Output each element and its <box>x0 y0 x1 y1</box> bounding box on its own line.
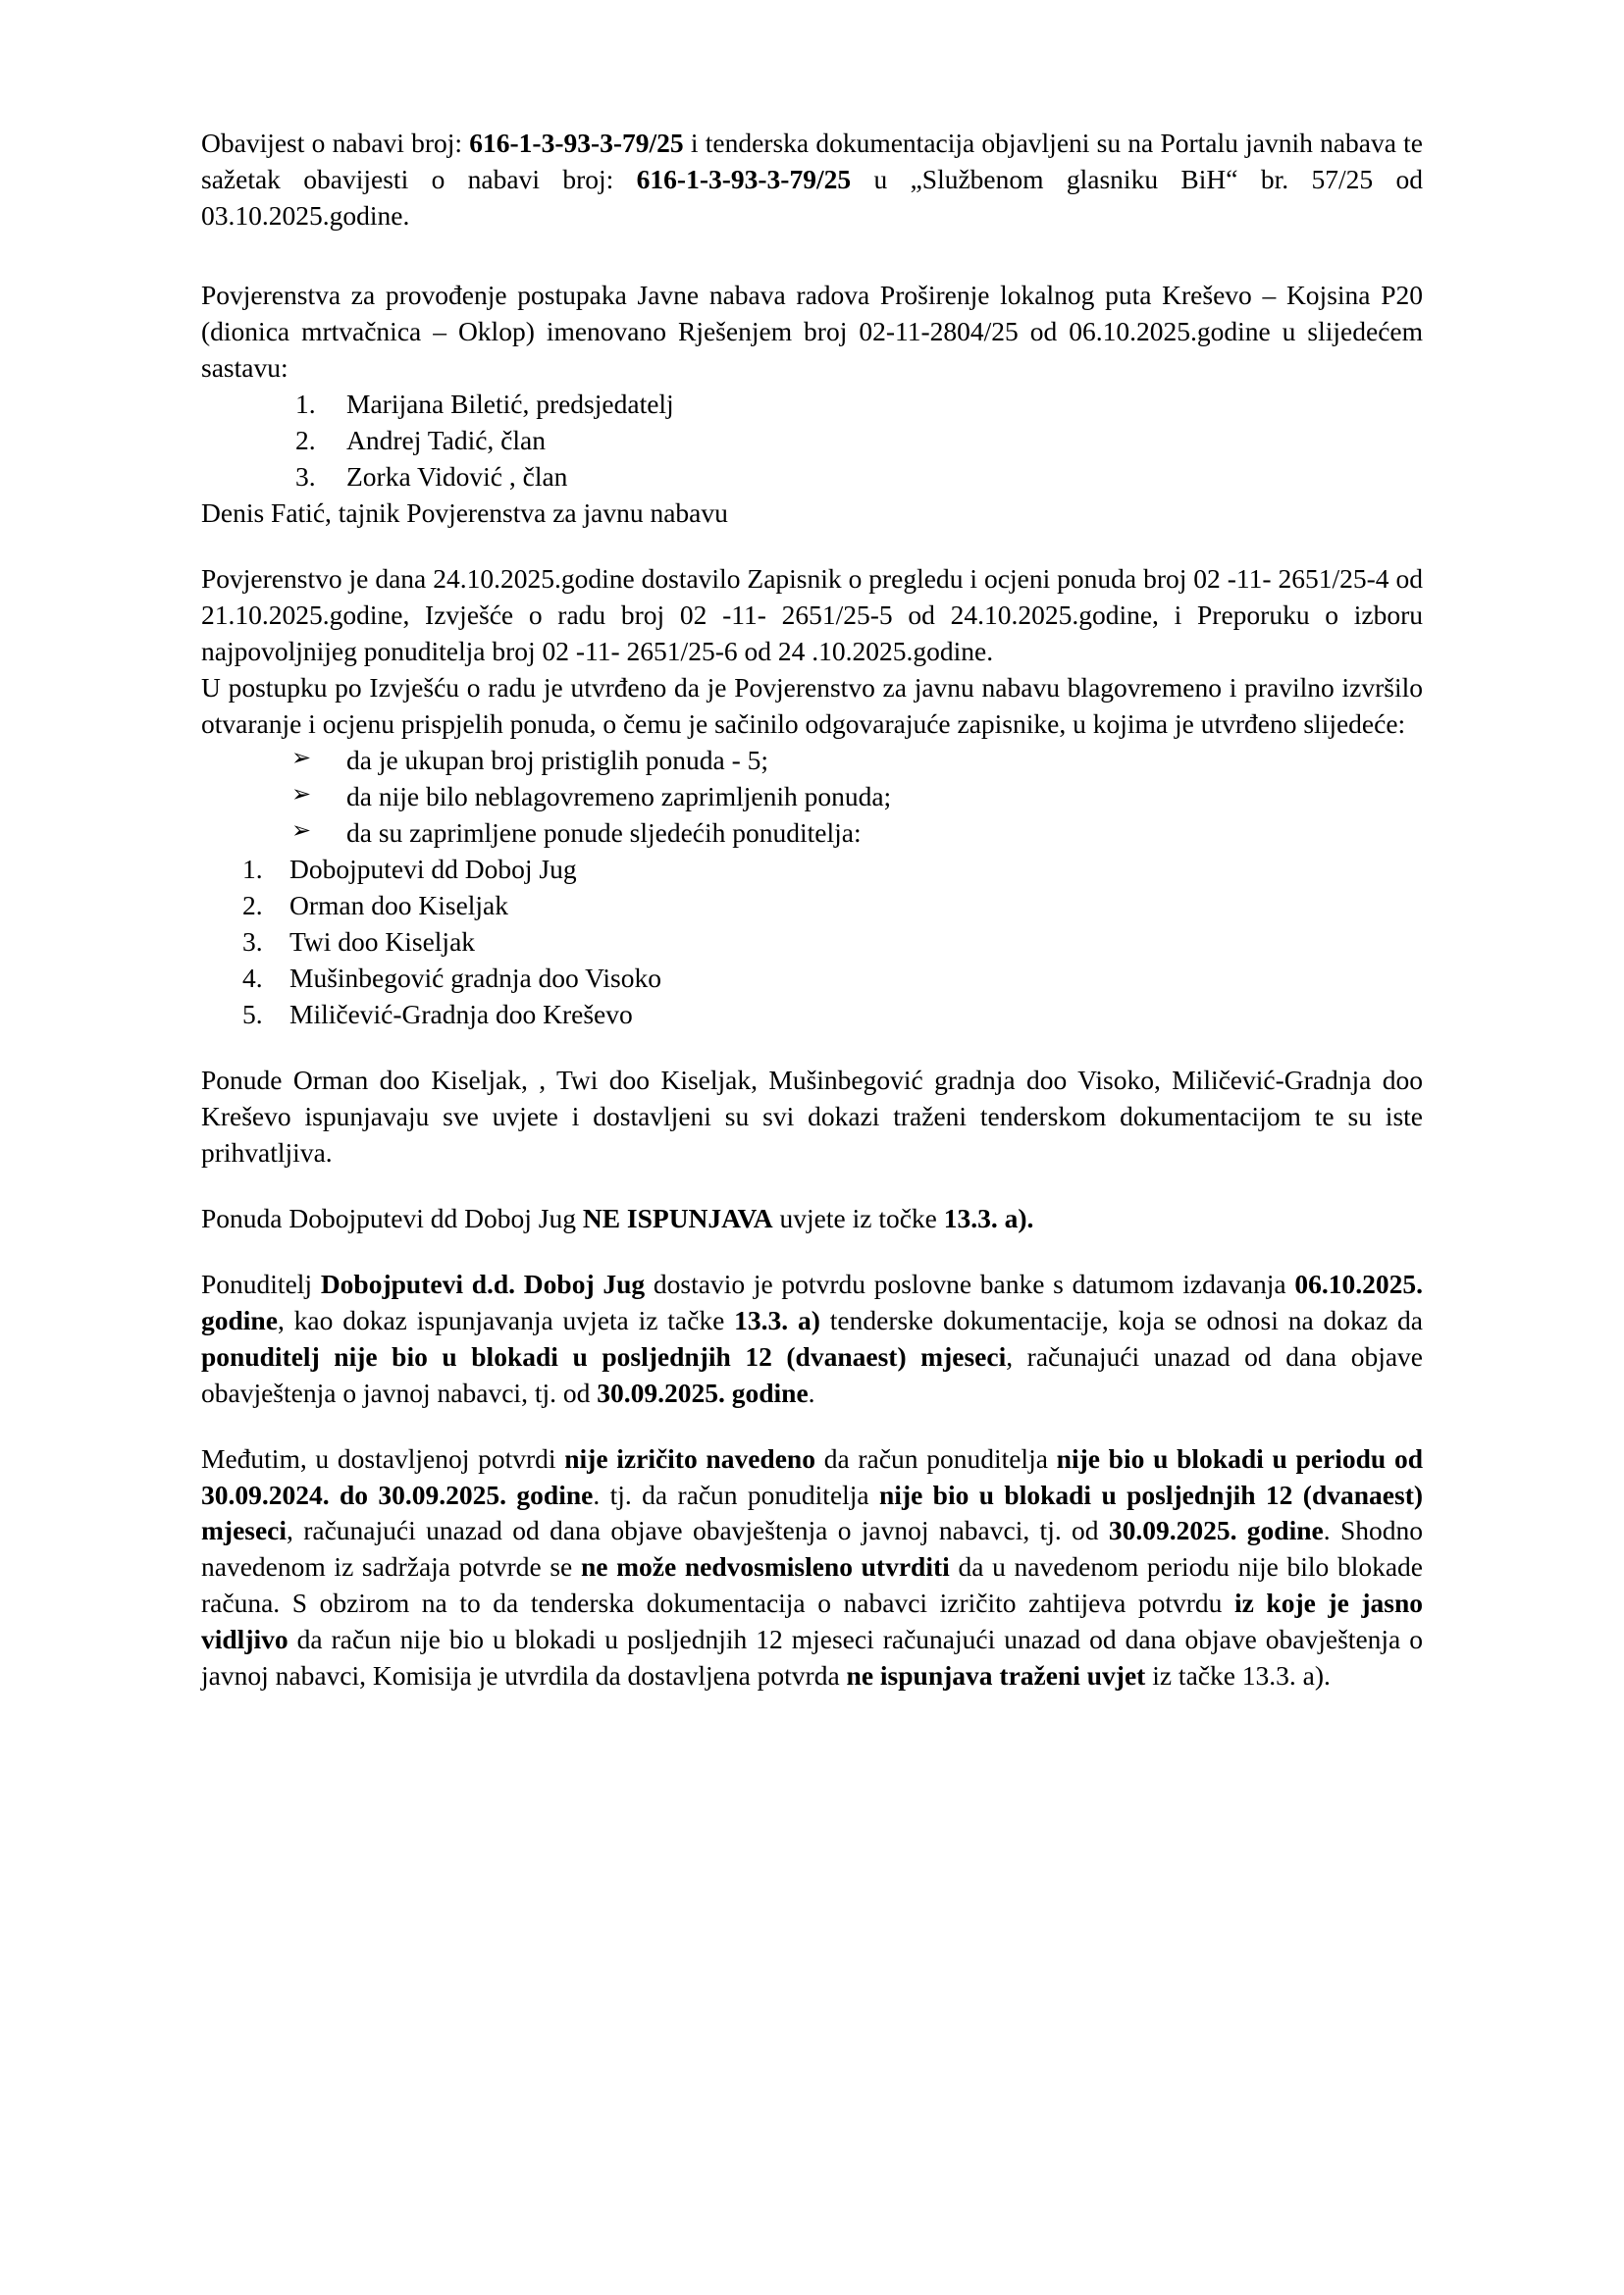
notice-text-2: i tenderska dokumentacija objavljeni su na Portalu javnih nabava te sažetak obavijesti o nabavi broj: <box>201 128 1423 194</box>
list-item <box>291 779 1423 815</box>
conclusion-bold-3: nije bio u blokadi u posljednjih 12 (dvanaest) mjeseci <box>201 1479 1424 1546</box>
paragraph-reports-delivered: Povjerenstvo je dana 24.10.2025.godine dostavilo Zapisnik o pregledu i ocjeni ponuda broj 02 -11- 2651/25-4 od 21.10.2025.godine, Izvješće o radu broj 02 -11- 2651/25-5 od 24.10.2025.godine, i Preporuku o izboru najpovoljnijeg ponuditelja broj 02 -11- 2651/25-6 od 24 .10.2025.godine. <box>201 562 1423 666</box>
bank-text-4: tenderske dokumentacije, koja se odnosi na dokaz da <box>819 1304 1423 1335</box>
bidder-name-bold: Dobojputevi d.d. Doboj Jug <box>320 1268 646 1299</box>
conclusion-text-6: da u navedenom periodu nije bilo blokade računa. S obzirom na to da tenderska dokumentacija o nabavci izričito zahtijeva potvrdu <box>201 1551 1424 1619</box>
conclusion-text-4: , računajući unazad od dana objave obavještenja o javnoj nabavci, tj. od <box>287 1515 1109 1546</box>
findings-list <box>201 743 1423 852</box>
arrow-bullet-icon: ➢ <box>291 743 312 771</box>
list-item <box>242 924 1423 961</box>
paragraph-commission-secretary: Denis Fatić, tajnik Povjerenstva za javnu nabavu <box>201 496 728 528</box>
rejection-text-1: Ponuda Dobojputevi dd Doboj Jug <box>201 1202 583 1233</box>
spacer <box>201 1033 1423 1063</box>
clause-reference-bold: 13.3. a) <box>734 1304 820 1335</box>
arrow-bullet-icon: ➢ <box>291 779 312 808</box>
conclusion-bold-6: iz koje je jasno vidljivo <box>201 1588 1424 1655</box>
rejection-emphasis: NE ISPUNJAVA <box>582 1202 773 1233</box>
bank-text-3: , kao dokaz ispunjavanja uvjeta iz tačke <box>277 1304 735 1335</box>
conclusion-bold-1: nije izričito navedeno <box>564 1442 815 1474</box>
paragraph-notice-reference <box>201 126 1423 235</box>
list-item <box>242 852 1423 888</box>
bank-text-6: . <box>808 1377 815 1408</box>
list-text: Mušinbegović gradnja doo Visoko <box>289 962 661 993</box>
rejection-clause-reference: 13.3. a). <box>943 1202 1034 1233</box>
paragraph-findings-intro: U postupku po Izvješću o radu je utvrđeno da je Povjerenstvo za javnu nabavu blagovremeno i pravilno izvršilo otvaranje i ocjenu prispjelih ponuda, o čemu je sačinilo odgovarajuće zapisnike, u kojima je utvrđeno slijedeće: <box>201 671 1423 739</box>
conclusion-text-3: . tj. da račun ponuditelja <box>593 1479 880 1510</box>
reference-date-bold: 30.09.2025. godine <box>597 1377 809 1408</box>
list-text: da je ukupan broj pristiglih ponuda - 5; <box>346 744 768 775</box>
list-text: Twi doo Kiseljak <box>289 925 476 957</box>
list-marker: 4. <box>242 962 263 993</box>
condition-bold: ponuditelj nije bio u blokadi u posljednjih 12 (dvanaest) mjeseci <box>201 1340 1007 1372</box>
conclusion-bold-7: ne ispunjava traženi uvjet <box>846 1660 1146 1692</box>
conclusion-text-2: da račun ponuditelja <box>814 1442 1057 1474</box>
list-marker: 2. <box>295 424 316 455</box>
list-item <box>295 459 1423 496</box>
list-item <box>295 423 1423 459</box>
list-text: Andrej Tadić, član <box>346 424 546 455</box>
list-text: Zorka Vidović , član <box>346 460 568 492</box>
conclusion-text-5: . Shodno navedenom iz sadržaja potvrde se <box>201 1515 1423 1583</box>
list-marker: 5. <box>242 998 263 1029</box>
commission-members-list <box>201 387 1423 496</box>
arrow-bullet-icon: ➢ <box>291 815 312 844</box>
conclusion-bold-2: nije bio u blokadi u periodu od 30.09.2024. do 30.09.2025. godine <box>201 1442 1423 1510</box>
issue-date-bold: 06.10.2025. godine <box>201 1268 1423 1335</box>
conclusion-bold-5: ne može nedvosmisleno utvrditi <box>580 1551 950 1583</box>
spacer <box>201 235 1423 278</box>
bank-text-5: , računajući unazad od dana objave obavještenja o javnoj nabavci, tj. od <box>201 1340 1424 1408</box>
paragraph-acceptable-bids: Ponude Orman doo Kiseljak, , Twi doo Kiseljak, Mušinbegović gradnja doo Visoko, Miličević-Gradnja doo Kreševo ispunjavaju sve uvjete i dostavljeni su svi dokazi traženi tenderskom dokumentacijom te su iste prihvatljiva. <box>201 1064 1423 1168</box>
paragraph-conclusion <box>201 1441 1423 1695</box>
list-text: Miličević-Gradnja doo Kreševo <box>289 998 633 1029</box>
conclusion-text-8: iz tačke 13.3. a). <box>1145 1660 1331 1692</box>
document-body <box>201 126 1423 1695</box>
list-item <box>242 961 1423 997</box>
bank-text-1: Ponuditelj <box>201 1268 321 1299</box>
spacer <box>201 1172 1423 1201</box>
list-item <box>242 997 1423 1033</box>
list-item <box>242 888 1423 924</box>
notice-number-1: 616-1-3-93-3-79/25 <box>469 128 684 158</box>
notice-number-2: 616-1-3-93-3-79/25 <box>636 163 852 194</box>
list-item <box>291 815 1423 852</box>
list-marker: 2. <box>242 889 263 920</box>
notice-text-1: Obavijest o nabavi broj: <box>201 128 470 158</box>
spacer <box>201 1237 1423 1267</box>
list-item <box>295 387 1423 423</box>
paragraph-rejection-headline <box>201 1201 1423 1237</box>
paragraph-bank-certificate <box>201 1267 1423 1412</box>
list-item <box>291 743 1423 779</box>
bank-text-2: dostavio je potvrdu poslovne banke s datumom izdavanja <box>645 1268 1295 1299</box>
spacer <box>201 1412 1423 1441</box>
list-text: da nije bilo neblagovremeno zaprimljenih ponuda; <box>346 780 892 811</box>
notice-text-3: u „Službenom glasniku BiH“ br. 57/25 od 03.10.2025.godine. <box>201 163 1423 231</box>
spacer <box>201 532 1423 561</box>
bidders-list <box>201 852 1423 1033</box>
list-text: Orman doo Kiseljak <box>289 889 509 920</box>
conclusion-bold-4: 30.09.2025. godine <box>1108 1515 1324 1546</box>
list-text: Marijana Biletić, predsjedatelj <box>346 388 674 419</box>
list-marker: 3. <box>295 460 316 492</box>
paragraph-commission-appointment: Povjerenstva za provođenje postupaka Javne nabava radova Proširenje lokalnog puta Kreševo – Kojsina P20 (dionica mrtvačnica – Oklop) imenovano Rješenjem broj 02-11-2804/25 od 06.10.2025.godine u slijedećem sastavu: <box>201 279 1423 383</box>
list-marker: 3. <box>242 925 263 957</box>
list-marker: 1. <box>295 388 316 419</box>
list-text: da su zaprimljene ponude sljedećih ponuditelja: <box>346 816 862 848</box>
list-text: Dobojputevi dd Doboj Jug <box>289 853 577 884</box>
rejection-text-2: uvjete iz točke <box>772 1202 944 1233</box>
conclusion-text-7: da račun nije bio u blokadi u posljednjih 12 mjeseci računajući unazad od dana objave obavještenja o javnoj nabavci, Komisija je utvrdila da dostavljena potvrda <box>201 1624 1423 1692</box>
list-marker: 1. <box>242 853 263 884</box>
conclusion-text-1: Međutim, u dostavljenoj potvrdi <box>201 1442 565 1474</box>
